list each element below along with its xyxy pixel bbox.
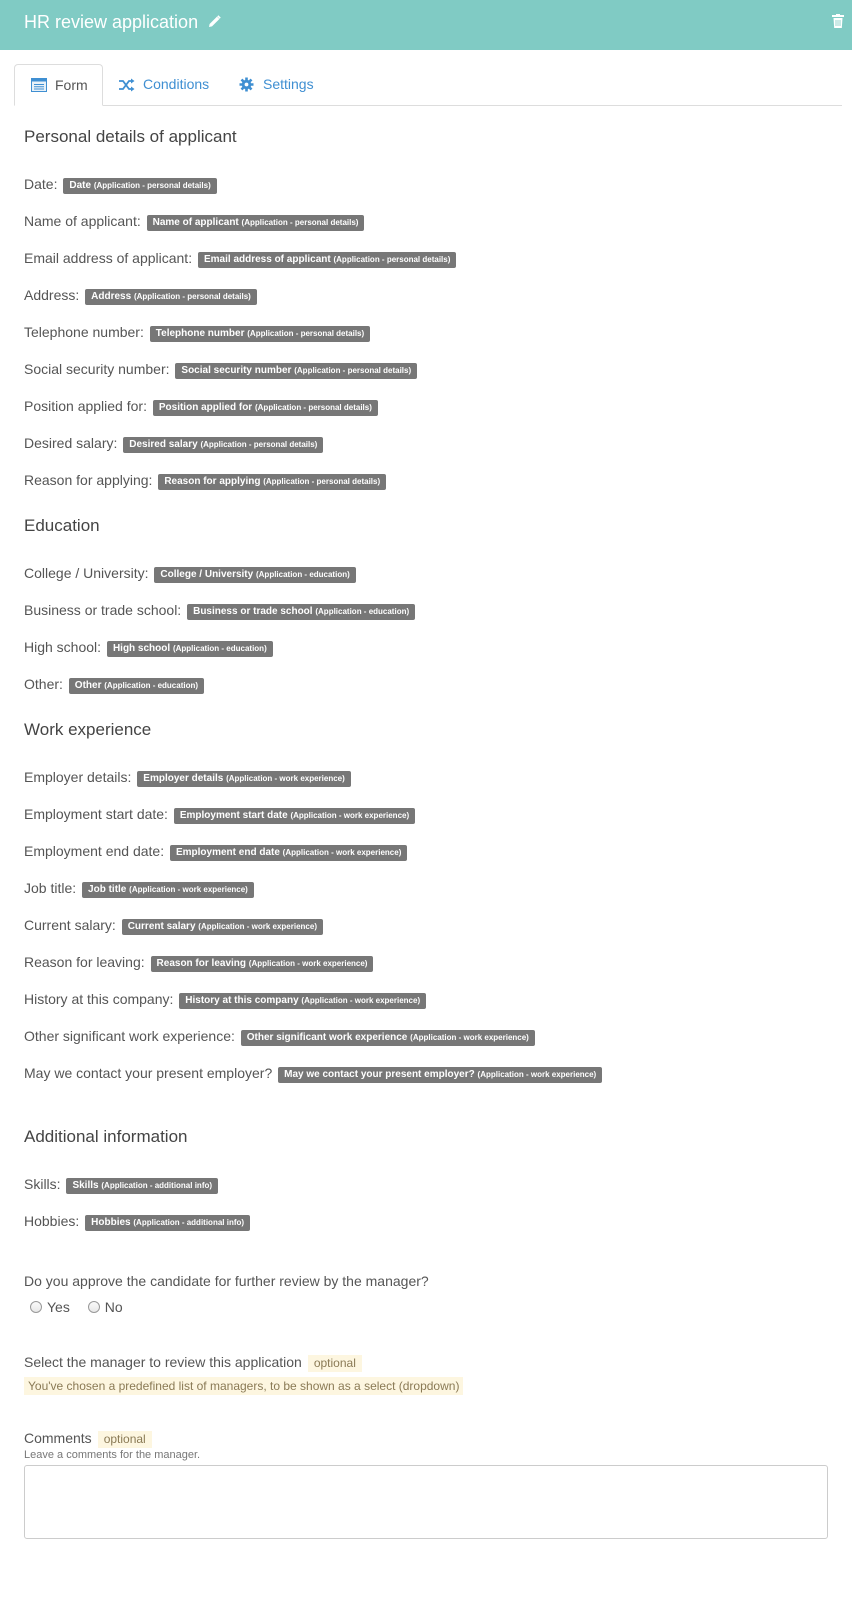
tag-name: History at this company bbox=[185, 995, 299, 1006]
field-label: Employer details: bbox=[24, 769, 132, 785]
field-row bbox=[24, 175, 217, 193]
tag-name: Telephone number bbox=[155, 328, 245, 339]
tag-name: Name of applicant bbox=[152, 217, 239, 228]
form-icon bbox=[31, 78, 47, 92]
field-row bbox=[24, 916, 323, 934]
field-label: High school: bbox=[24, 639, 102, 655]
tag-name: May we contact your present employer? bbox=[284, 1069, 475, 1080]
field-label: Date: bbox=[24, 176, 58, 192]
field-tag bbox=[175, 363, 417, 379]
form-title: HR review application bbox=[24, 12, 199, 32]
field-tag bbox=[170, 845, 407, 861]
tag-source: (Application - work experience) bbox=[129, 885, 248, 894]
field-row bbox=[24, 212, 364, 230]
tag-source: (Application - work experience) bbox=[477, 1070, 597, 1079]
tab-conditions[interactable] bbox=[103, 64, 223, 104]
tab-settings[interactable] bbox=[223, 64, 323, 104]
pencil-icon[interactable] bbox=[208, 15, 221, 33]
field-tag bbox=[107, 641, 273, 657]
tag-name: Other bbox=[74, 680, 102, 691]
field-row bbox=[24, 638, 273, 656]
radio-yes[interactable] bbox=[30, 1299, 70, 1315]
field-row bbox=[24, 323, 370, 341]
field-label: Business or trade school: bbox=[24, 602, 182, 618]
tag-source: (Application - personal details) bbox=[247, 329, 365, 338]
field-label: Current salary: bbox=[24, 917, 116, 933]
gear-icon bbox=[239, 77, 254, 92]
field-row bbox=[24, 360, 417, 378]
field-row bbox=[24, 1064, 602, 1082]
field-row bbox=[24, 1212, 250, 1230]
field-label: Reason for leaving: bbox=[24, 954, 145, 970]
tag-source: (Application - personal details) bbox=[294, 366, 412, 375]
field-tag bbox=[150, 326, 370, 342]
field-tag bbox=[179, 993, 426, 1009]
tag-name: Business or trade school bbox=[193, 606, 313, 617]
field-label: Skills: bbox=[24, 1176, 61, 1192]
tag-name: Employer details bbox=[143, 773, 224, 784]
tag-name: Desired salary bbox=[129, 439, 198, 450]
field-label: Social security number: bbox=[24, 361, 170, 377]
field-row bbox=[24, 564, 356, 582]
header-bar bbox=[0, 0, 852, 50]
field-label: Employment start date: bbox=[24, 806, 168, 822]
field-row bbox=[24, 601, 415, 619]
tag-name: Employment end date bbox=[175, 847, 280, 858]
tag-source: (Application - personal details) bbox=[133, 292, 251, 301]
tag-name: Date bbox=[69, 180, 92, 191]
field-label: Telephone number: bbox=[24, 324, 144, 340]
field-tag bbox=[69, 678, 204, 694]
tag-name: Hobbies bbox=[91, 1217, 131, 1228]
tag-source: (Application - education) bbox=[255, 570, 350, 579]
field-tag bbox=[187, 604, 415, 620]
tag-name: Position applied for bbox=[158, 402, 253, 413]
manager-label: Select the manager to review this application bbox=[24, 1354, 302, 1370]
comments-label: Comments bbox=[24, 1430, 92, 1446]
field-tag bbox=[85, 289, 257, 305]
optional-badge: optional bbox=[308, 1355, 362, 1372]
tag-name: Address bbox=[91, 291, 132, 302]
field-tag bbox=[66, 1178, 218, 1194]
tag-name: High school bbox=[112, 643, 171, 654]
field-label: History at this company: bbox=[24, 991, 174, 1007]
field-tag bbox=[123, 437, 323, 453]
field-row bbox=[24, 249, 456, 267]
tag-name: Reason for leaving bbox=[156, 958, 246, 969]
field-tag bbox=[122, 919, 323, 935]
field-row bbox=[24, 842, 407, 860]
trash-icon[interactable] bbox=[832, 14, 844, 33]
tag-source: (Application - education) bbox=[315, 607, 410, 616]
section-title-additional: Additional information bbox=[24, 1127, 188, 1146]
tag-source: (Application - work experience) bbox=[226, 774, 345, 783]
field-tag bbox=[174, 808, 415, 824]
field-row bbox=[24, 768, 351, 786]
field-label: May we contact your present employer? bbox=[24, 1065, 273, 1081]
tag-name: Reason for applying bbox=[164, 476, 261, 487]
tab-conditions-label: Conditions bbox=[143, 76, 210, 92]
tag-source: (Application - work experience) bbox=[410, 1033, 529, 1042]
tag-source: (Application - personal details) bbox=[241, 218, 359, 227]
field-tag bbox=[241, 1030, 535, 1046]
field-label: Job title: bbox=[24, 880, 77, 896]
field-tag bbox=[82, 882, 254, 898]
tag-source: (Application - education) bbox=[172, 644, 267, 653]
field-label: Other significant work experience: bbox=[24, 1028, 235, 1044]
field-row bbox=[24, 953, 373, 971]
field-label: Email address of applicant: bbox=[24, 250, 193, 266]
field-tag bbox=[137, 771, 351, 787]
tag-name: Other significant work experience bbox=[246, 1032, 408, 1043]
field-row bbox=[24, 434, 323, 452]
tab-settings-label: Settings bbox=[263, 76, 314, 92]
field-row bbox=[24, 990, 426, 1008]
tag-source: (Application - personal details) bbox=[263, 477, 381, 486]
tag-name: Employment start date bbox=[179, 810, 288, 821]
tag-source: (Application - additional info) bbox=[133, 1218, 245, 1227]
tag-source: (Application - education) bbox=[104, 681, 199, 690]
radio-circle[interactable] bbox=[30, 1301, 42, 1313]
section-title-work: Work experience bbox=[24, 720, 152, 739]
field-tag bbox=[154, 567, 355, 583]
field-row bbox=[24, 675, 204, 693]
field-label: College / University: bbox=[24, 565, 149, 581]
tab-form-label: Form bbox=[55, 77, 88, 93]
tag-name: Job title bbox=[88, 884, 127, 895]
comments-textarea[interactable] bbox=[24, 1465, 828, 1539]
field-label: Other: bbox=[24, 676, 63, 692]
field-row bbox=[24, 286, 257, 304]
tag-name: Current salary bbox=[127, 921, 196, 932]
tab-bar bbox=[14, 60, 842, 106]
tag-source: (Application - additional info) bbox=[101, 1181, 213, 1190]
tab-form[interactable] bbox=[14, 64, 103, 106]
field-tag bbox=[153, 400, 378, 416]
tag-source: (Application - personal details) bbox=[333, 255, 451, 264]
manager-notice: You've chosen a predefined list of managers, to be shown as a select (dropdown) bbox=[24, 1377, 463, 1395]
tag-source: (Application - work experience) bbox=[282, 848, 402, 857]
section-title-personal: Personal details of applicant bbox=[24, 127, 237, 146]
field-label: Address: bbox=[24, 287, 80, 303]
field-row bbox=[24, 1175, 218, 1193]
field-tag bbox=[63, 178, 216, 194]
field-tag bbox=[85, 1215, 250, 1231]
field-row bbox=[24, 397, 378, 415]
tag-source: (Application - personal details) bbox=[254, 403, 372, 412]
field-label: Desired salary: bbox=[24, 435, 118, 451]
field-tag bbox=[198, 252, 456, 268]
field-row bbox=[24, 879, 254, 897]
radio-yes-label[interactable]: Yes bbox=[47, 1299, 70, 1315]
comments-help: Leave a comments for the manager. bbox=[24, 1449, 201, 1461]
shuffle-icon bbox=[119, 78, 135, 92]
field-row bbox=[24, 471, 386, 489]
tag-source: (Application - work experience) bbox=[248, 959, 368, 968]
field-row bbox=[24, 805, 415, 823]
approval-question: Do you approve the candidate for further review by the manager? bbox=[24, 1273, 429, 1289]
section-title-education: Education bbox=[24, 516, 100, 535]
tag-source: (Application - personal details) bbox=[200, 440, 318, 449]
tag-source: (Application - personal details) bbox=[93, 181, 211, 190]
field-tag bbox=[278, 1067, 602, 1083]
tag-name: College / University bbox=[160, 569, 254, 580]
field-label: Position applied for: bbox=[24, 398, 147, 414]
field-tag bbox=[158, 474, 386, 490]
tag-name: Social security number bbox=[181, 365, 292, 376]
approval-options bbox=[30, 1299, 123, 1315]
tag-source: (Application - work experience) bbox=[290, 811, 410, 820]
field-label: Hobbies: bbox=[24, 1213, 80, 1229]
radio-no[interactable] bbox=[88, 1299, 123, 1315]
field-tag bbox=[151, 956, 374, 972]
field-label: Name of applicant: bbox=[24, 213, 141, 229]
field-label: Reason for applying: bbox=[24, 472, 153, 488]
tag-name: Skills bbox=[72, 1180, 99, 1191]
optional-badge: optional bbox=[98, 1431, 152, 1448]
radio-no-label[interactable]: No bbox=[104, 1299, 123, 1315]
field-label: Employment end date: bbox=[24, 843, 165, 859]
tag-name: Email address of applicant bbox=[203, 254, 331, 265]
tag-source: (Application - work experience) bbox=[301, 996, 421, 1005]
field-row bbox=[24, 1027, 535, 1045]
radio-circle[interactable] bbox=[88, 1301, 100, 1313]
tag-source: (Application - work experience) bbox=[198, 922, 317, 931]
manager-label-row bbox=[24, 1354, 362, 1372]
field-tag bbox=[147, 215, 365, 231]
comments-label-row bbox=[24, 1430, 152, 1448]
